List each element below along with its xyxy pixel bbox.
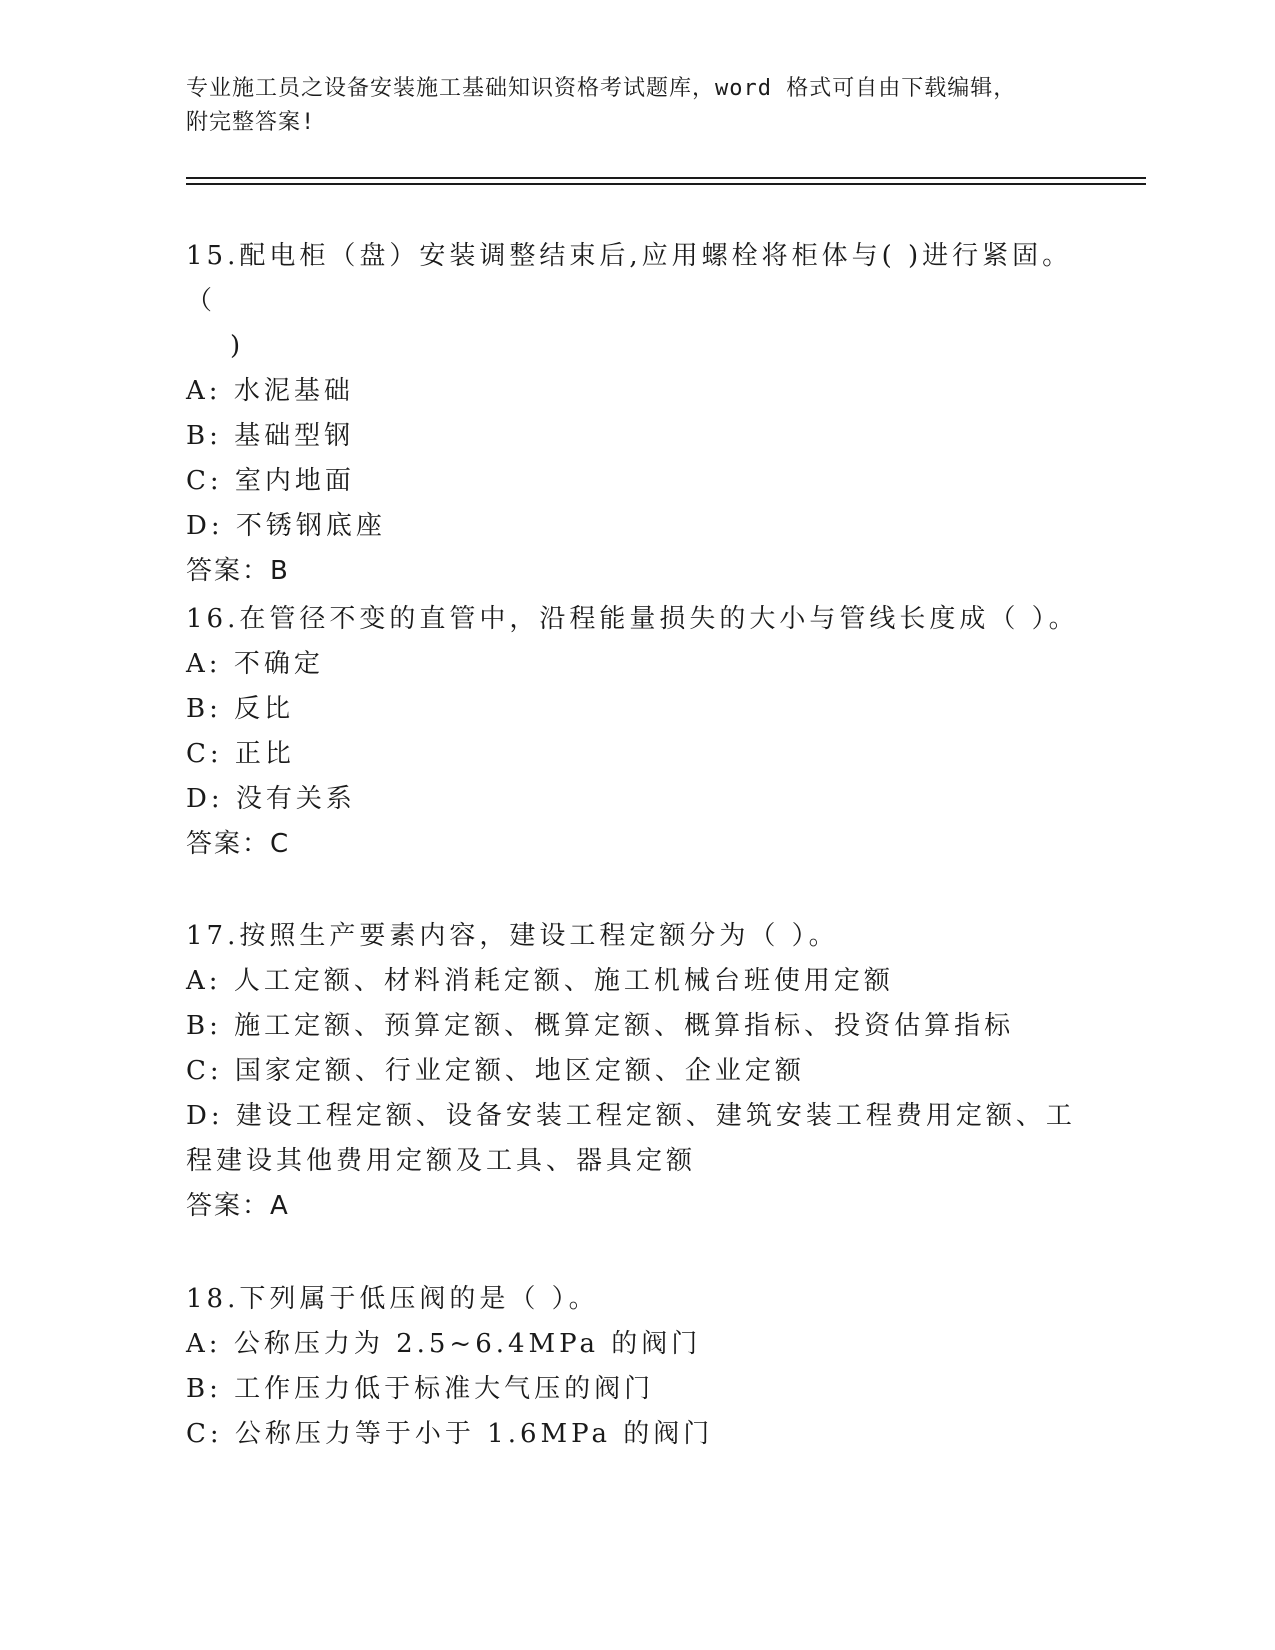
option-letter: A: (186, 376, 222, 406)
option-text: 公称压力为 2.5~6.4MPa 的阀门 (233, 1329, 702, 1359)
option-text: 公称压力等于小于 1.6MPa 的阀门 (234, 1419, 714, 1449)
option-letter: C: (186, 739, 223, 769)
option-d (186, 777, 1086, 822)
option-c (186, 732, 1086, 777)
option-text: 反比 (234, 694, 295, 724)
answer-label: 答案：A (186, 1191, 290, 1221)
option-letter: B: (186, 694, 222, 724)
question-stem: 17.按照生产要素内容，建设工程定额分为（ ）。 (186, 921, 839, 951)
option-a (186, 369, 1086, 414)
question-stem: 16.在管径不变的直管中，沿程能量损失的大小与管线长度成（ ）。 (186, 604, 1079, 634)
option-letter: A: (186, 966, 222, 996)
option-letter: D: (186, 1101, 224, 1131)
option-b (186, 414, 1086, 459)
header-divider-top (186, 177, 1146, 179)
option-letter: B: (186, 1011, 222, 1041)
option-text: 不锈钢底座 (235, 511, 386, 541)
option-text: 建设工程定额、设备安装工程定额、建筑安装工程费用定额、工程建设其他费用定额及工具、器具定额 (186, 1101, 1076, 1176)
option-text: 水泥基础 (233, 376, 354, 406)
question-stem: 18.下列属于低压阀的是（ ）。 (186, 1284, 599, 1314)
option-d (186, 1094, 1086, 1184)
option-text: 室内地面 (234, 466, 355, 496)
question-18 (186, 1277, 1086, 1457)
option-letter: D: (186, 784, 224, 814)
question-stem: 15.配电柜（盘）安装调整结束后,应用螺栓将柜体与( )进行紧固。（ (186, 241, 1073, 316)
answer-label: 答案：B (186, 556, 290, 586)
option-text: 不确定 (233, 649, 324, 679)
option-text: 国家定额、行业定额、地区定额、企业定额 (234, 1056, 805, 1086)
option-text: 没有关系 (235, 784, 356, 814)
option-d (186, 504, 1086, 549)
option-b (186, 1367, 1086, 1412)
option-letter: A: (186, 649, 222, 679)
option-text: 正比 (234, 739, 295, 769)
header-line-1: 专业施工员之设备安装施工基础知识资格考试题库，word 格式可自由下载编辑， (186, 76, 1017, 101)
option-letter: C: (186, 466, 223, 496)
option-letter: A: (186, 1329, 222, 1359)
option-letter: C: (186, 1056, 223, 1086)
question-stem-continuation: ) (230, 331, 245, 361)
option-letter: D: (186, 511, 224, 541)
option-c (186, 459, 1086, 504)
option-a (186, 642, 1086, 687)
question-15 (186, 234, 1086, 594)
header-line-2: 附完整答案! (186, 110, 316, 135)
option-text: 施工定额、预算定额、概算定额、概算指标、投资估算指标 (234, 1011, 1015, 1041)
option-b (186, 1004, 1086, 1049)
option-a (186, 1322, 1086, 1367)
option-b (186, 687, 1086, 732)
option-c (186, 1049, 1086, 1094)
option-letter: C: (186, 1419, 223, 1449)
option-letter: B: (186, 421, 222, 451)
option-c (186, 1412, 1086, 1457)
header-divider-bottom (186, 183, 1146, 185)
option-text: 工作压力低于标准大气压的阀门 (234, 1374, 655, 1404)
option-letter: B: (186, 1374, 222, 1404)
document-header (186, 72, 1066, 140)
option-text: 人工定额、材料消耗定额、施工机械台班使用定额 (233, 966, 894, 996)
answer-label: 答案：C (186, 829, 291, 859)
option-a (186, 959, 1086, 1004)
option-text: 基础型钢 (234, 421, 355, 451)
question-16 (186, 597, 1086, 867)
question-17 (186, 914, 1086, 1229)
